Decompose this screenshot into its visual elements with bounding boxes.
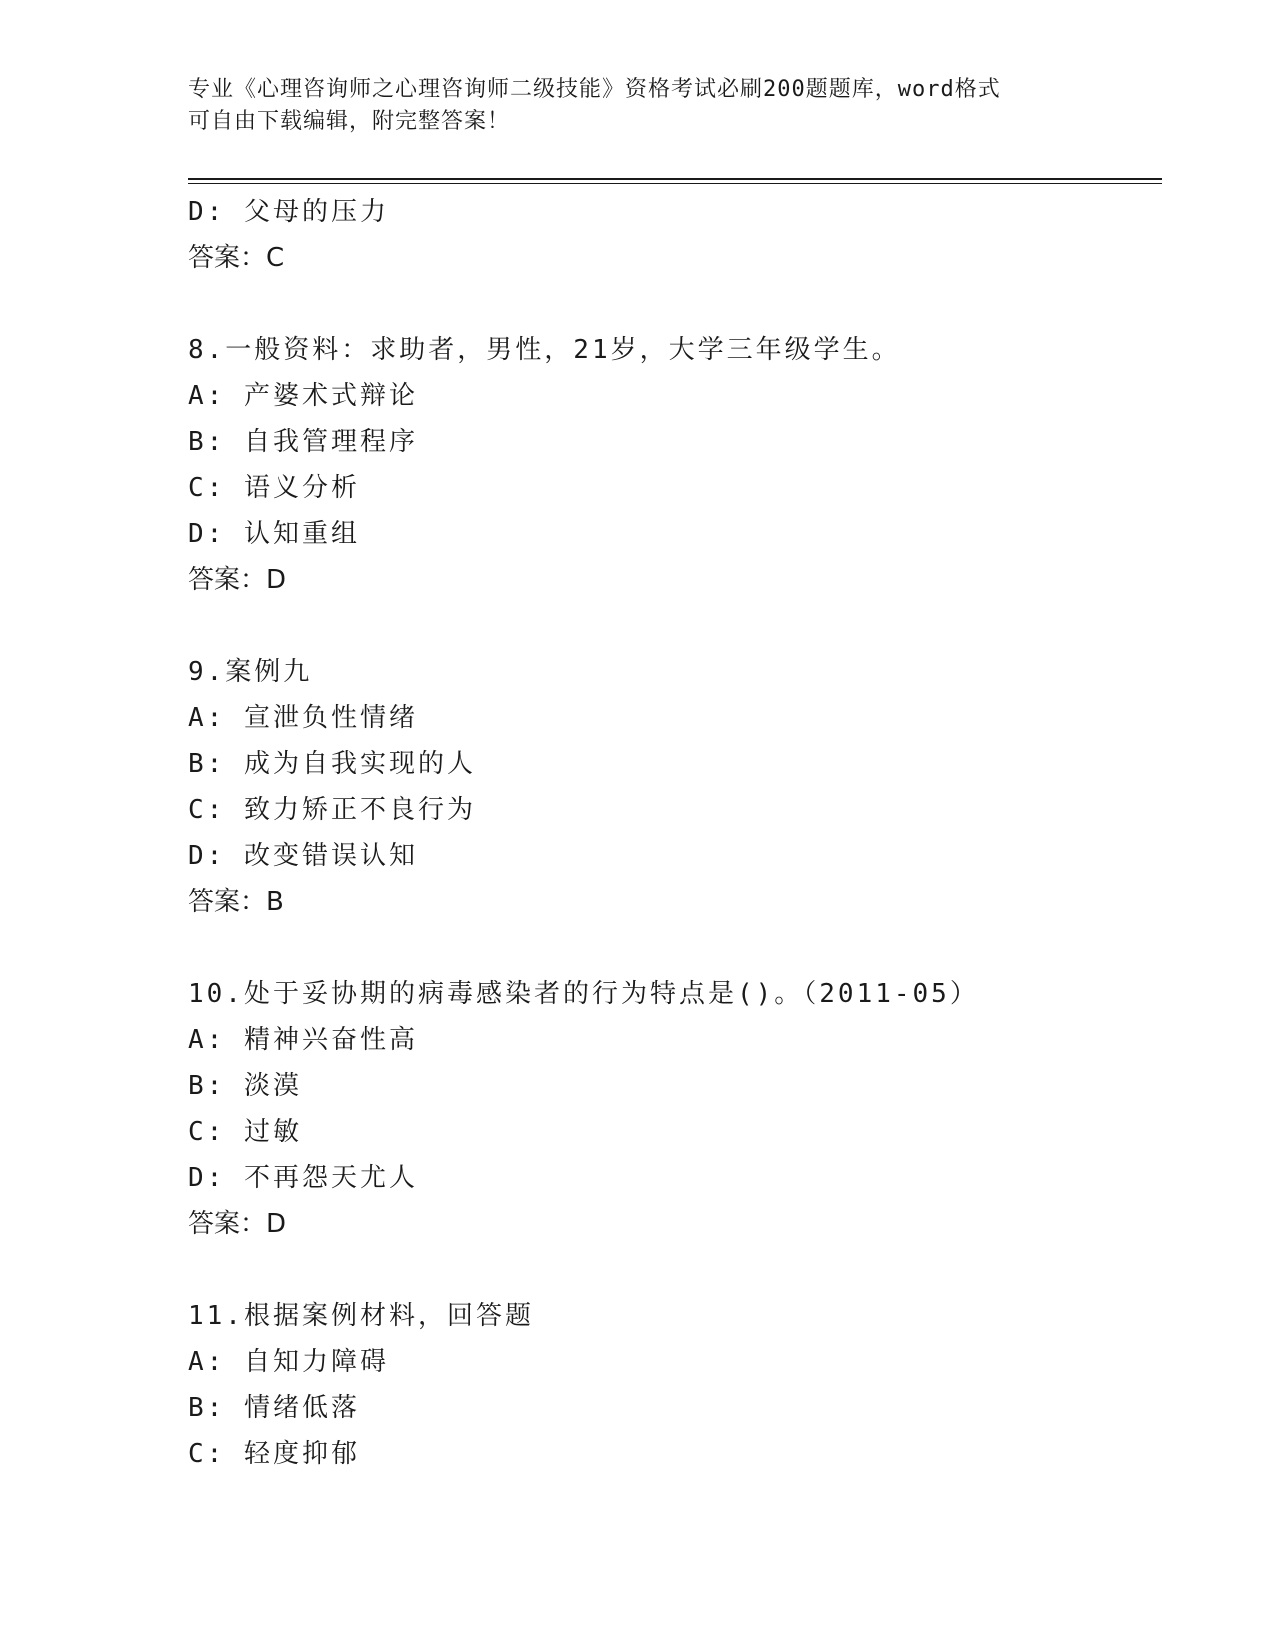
option-d: D: 父母的压力: [188, 197, 389, 227]
option-d: D: 不再怨天尤人: [188, 1163, 418, 1193]
option-c: C: 语义分析: [188, 473, 360, 503]
option-c: C: 致力矫正不良行为: [188, 795, 476, 825]
answer-line: 答案：B: [188, 887, 284, 917]
option-b: B: 自我管理程序: [188, 427, 418, 457]
option-a: A: 自知力障碍: [188, 1347, 389, 1377]
question-block-8: [188, 327, 1162, 603]
answer-line: 答案：C: [188, 243, 285, 273]
spacer: [188, 603, 1162, 649]
spacer: [188, 1247, 1162, 1293]
question-stem: 10.处于妥协期的病毒感染者的行为特点是()。（2011-05）: [188, 979, 979, 1009]
answer-line: 答案：D: [188, 1209, 287, 1239]
option-a: A: 宣泄负性情绪: [188, 703, 418, 733]
question-stem: 8.一般资料：求助者，男性，21岁，大学三年级学生。: [188, 335, 901, 365]
option-c: C: 过敏: [188, 1117, 302, 1147]
option-a: A: 产婆术式辩论: [188, 381, 418, 411]
header-divider-thick: [188, 178, 1162, 180]
answer-line: 答案：D: [188, 565, 287, 595]
question-block-prev: [188, 189, 1162, 281]
option-b: B: 淡漠: [188, 1071, 302, 1101]
spacer: [188, 281, 1162, 327]
option-b: B: 成为自我实现的人: [188, 749, 476, 779]
question-stem: 9.案例九: [188, 657, 313, 687]
option-d: D: 改变错误认知: [188, 841, 418, 871]
header-line-2: 可自由下载编辑，附完整答案！: [188, 109, 511, 134]
question-list: [188, 189, 1162, 1477]
page-header: [188, 74, 1088, 138]
question-block-10: [188, 971, 1162, 1247]
question-block-11: [188, 1293, 1162, 1477]
header-line-1: 专业《心理咨询师之心理咨询师二级技能》资格考试必刷200题题库，word格式: [188, 77, 1001, 102]
header-divider-thin: [188, 183, 1162, 184]
spacer: [188, 925, 1162, 971]
option-a: A: 精神兴奋性高: [188, 1025, 418, 1055]
option-b: B: 情绪低落: [188, 1393, 360, 1423]
question-block-9: [188, 649, 1162, 925]
option-d: D: 认知重组: [188, 519, 360, 549]
option-c: C: 轻度抑郁: [188, 1439, 360, 1469]
question-stem: 11.根据案例材料，回答题: [188, 1301, 534, 1331]
